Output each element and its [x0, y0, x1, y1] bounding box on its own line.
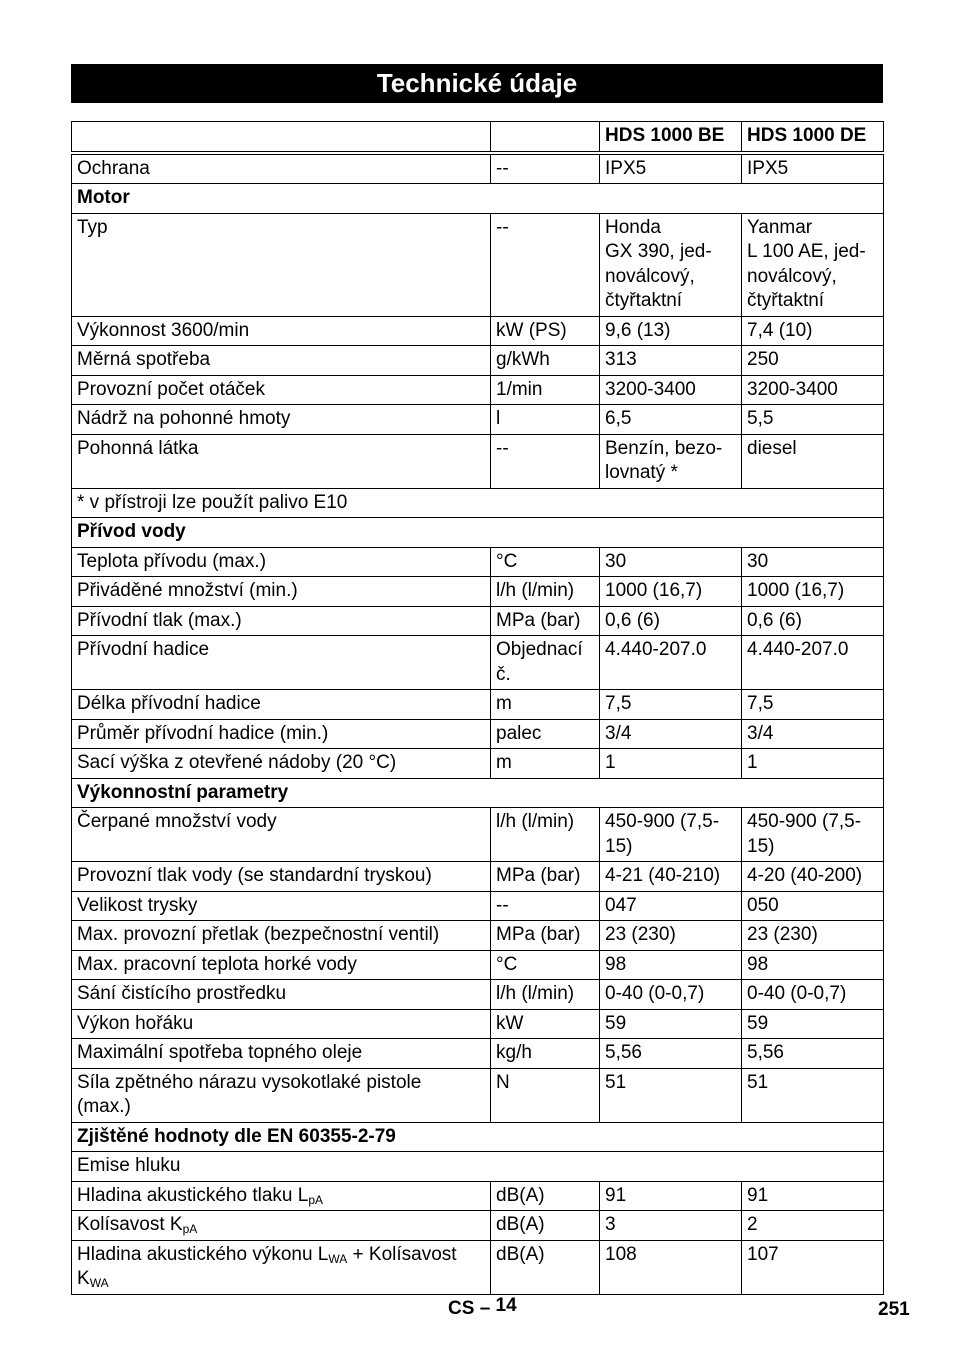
parameter-label: Sání čistícího prostředku	[72, 980, 491, 1010]
table-row	[72, 808, 884, 862]
parameter-label: Max. provozní přetlak (bezpečnostní ventil)	[72, 921, 491, 951]
value-model-b: 0,6 (6)	[742, 606, 884, 636]
parameter-label: Hladina akustického výkonu $L_{WA}$ + Kolísavost $K_{WA}$	[72, 1240, 491, 1294]
parameter-unit: g/kWh	[491, 346, 600, 376]
section-row	[72, 1122, 884, 1152]
parameter-unit: l	[491, 405, 600, 435]
parameter-unit: m	[491, 690, 600, 720]
table-row	[72, 891, 884, 921]
parameter-unit: m	[491, 749, 600, 779]
value-model-b: 250	[742, 346, 884, 376]
value-model-a: Benzín, bezo- lovnatý *	[600, 434, 742, 488]
table-row	[72, 1009, 884, 1039]
table-row	[72, 1181, 884, 1211]
value-model-b: 2	[742, 1211, 884, 1241]
parameter-label: Sací výška z otevřené nádoby (20 °C)	[72, 749, 491, 779]
footer-lang: CS	[448, 1298, 475, 1319]
parameter-unit: --	[491, 891, 600, 921]
header-unit-cell	[491, 122, 600, 153]
value-model-b: 450-900 (7,5- 15)	[742, 808, 884, 862]
parameter-unit: kg/h	[491, 1039, 600, 1069]
parameter-unit: kW (PS)	[491, 316, 600, 346]
parameter-label: Přívodní hadice	[72, 636, 491, 690]
parameter-label: Průměr přívodní hadice (min.)	[72, 719, 491, 749]
value-model-a: 1	[600, 749, 742, 779]
value-model-b: IPX5	[742, 153, 884, 184]
value-model-b: diesel	[742, 434, 884, 488]
table-row	[72, 1240, 884, 1294]
value-model-a: 91	[600, 1181, 742, 1211]
parameter-label: Měrná spotřeba	[72, 346, 491, 376]
parameter-unit: MPa (bar)	[491, 921, 600, 951]
value-model-a: 450-900 (7,5- 15)	[600, 808, 742, 862]
value-model-a: Honda GX 390, jed- noválcový, čtyřtaktní	[600, 213, 742, 316]
parameter-label: Provozní počet otáček	[72, 375, 491, 405]
footer-page-number: 251	[878, 1299, 910, 1320]
table-row	[72, 577, 884, 607]
parameter-label: Max. pracovní teplota horké vody	[72, 950, 491, 980]
parameter-label: Čerpané množství vody	[72, 808, 491, 862]
section-heading: Motor	[72, 184, 884, 214]
parameter-unit: --	[491, 153, 600, 184]
parameter-label: Výkonnost 3600/min	[72, 316, 491, 346]
parameter-unit: palec	[491, 719, 600, 749]
table-row	[72, 862, 884, 892]
value-model-a: 59	[600, 1009, 742, 1039]
value-model-b: 1	[742, 749, 884, 779]
value-model-a: 047	[600, 891, 742, 921]
footer-section-page: 14	[495, 1295, 517, 1316]
parameter-label: Teplota přívodu (max.)	[72, 547, 491, 577]
parameter-unit: °C	[491, 950, 600, 980]
parameter-unit: --	[491, 213, 600, 316]
value-model-b: 30	[742, 547, 884, 577]
value-model-b: 7,5	[742, 690, 884, 720]
parameter-label: Délka přívodní hadice	[72, 690, 491, 720]
section-heading: Přívod vody	[72, 518, 884, 548]
footer-dash: –	[479, 1298, 491, 1319]
page-title: Technické údaje	[71, 64, 883, 103]
parameter-unit: l/h (l/min)	[491, 808, 600, 862]
value-model-b: 5,5	[742, 405, 884, 435]
section-row	[72, 778, 884, 808]
table-row	[72, 690, 884, 720]
parameter-label: Přívodní tlak (max.)	[72, 606, 491, 636]
table-row	[72, 606, 884, 636]
table-row	[72, 950, 884, 980]
value-model-b: 050	[742, 891, 884, 921]
table-row	[72, 405, 884, 435]
parameter-unit: 1/min	[491, 375, 600, 405]
table-row	[72, 434, 884, 488]
parameter-label: Výkon hořáku	[72, 1009, 491, 1039]
value-model-b: 1000 (16,7)	[742, 577, 884, 607]
value-model-a: 23 (230)	[600, 921, 742, 951]
value-model-b: 91	[742, 1181, 884, 1211]
table-row	[72, 719, 884, 749]
value-model-a: 313	[600, 346, 742, 376]
table-row	[72, 1211, 884, 1241]
note-row	[72, 488, 884, 518]
parameter-unit: Objednací č.	[491, 636, 600, 690]
table-row	[72, 346, 884, 376]
value-model-a: 3	[600, 1211, 742, 1241]
parameter-label: Ochrana	[72, 153, 491, 184]
header-label-cell	[72, 122, 491, 153]
value-model-a: 0-40 (0-0,7)	[600, 980, 742, 1010]
table-header-row	[72, 122, 884, 153]
parameter-unit: N	[491, 1068, 600, 1122]
value-model-a: 6,5	[600, 405, 742, 435]
section-heading: Výkonnostní parametry	[72, 778, 884, 808]
table-row	[72, 1068, 884, 1122]
parameter-label: Velikost trysky	[72, 891, 491, 921]
table-row	[72, 980, 884, 1010]
value-model-a: 5,56	[600, 1039, 742, 1069]
parameter-label: Typ	[72, 213, 491, 316]
parameter-unit: MPa (bar)	[491, 606, 600, 636]
table-row	[72, 749, 884, 779]
note-text: Emise hluku	[72, 1152, 884, 1182]
value-model-a: 7,5	[600, 690, 742, 720]
table-row	[72, 921, 884, 951]
table-row	[72, 375, 884, 405]
value-model-a: 9,6 (13)	[600, 316, 742, 346]
value-model-b: 4-20 (40-200)	[742, 862, 884, 892]
footer-section-label	[448, 1295, 517, 1320]
parameter-unit: MPa (bar)	[491, 862, 600, 892]
table-row	[72, 316, 884, 346]
section-row	[72, 518, 884, 548]
parameter-unit: dB(A)	[491, 1211, 600, 1241]
section-row	[72, 184, 884, 214]
table-row	[72, 213, 884, 316]
value-model-a: 108	[600, 1240, 742, 1294]
value-model-a: 98	[600, 950, 742, 980]
value-model-b: Yanmar L 100 AE, jed- noválcový, čtyřtaktní	[742, 213, 884, 316]
parameter-unit: l/h (l/min)	[491, 980, 600, 1010]
table-row	[72, 1039, 884, 1069]
parameter-unit: kW	[491, 1009, 600, 1039]
parameter-label: Pohonná látka	[72, 434, 491, 488]
value-model-b: 3200-3400	[742, 375, 884, 405]
value-model-b: 107	[742, 1240, 884, 1294]
value-model-b: 0-40 (0-0,7)	[742, 980, 884, 1010]
parameter-label: Nádrž na pohonné hmoty	[72, 405, 491, 435]
parameter-label: Hladina akustického tlaku $L_{pA}$	[72, 1181, 491, 1211]
value-model-b: 59	[742, 1009, 884, 1039]
value-model-a: 1000 (16,7)	[600, 577, 742, 607]
parameter-unit: --	[491, 434, 600, 488]
section-heading: Zjištěné hodnoty dle EN 60355-2-79	[72, 1122, 884, 1152]
value-model-b: 7,4 (10)	[742, 316, 884, 346]
technical-data-table	[71, 121, 884, 1295]
parameter-unit: dB(A)	[491, 1240, 600, 1294]
parameter-unit: °C	[491, 547, 600, 577]
parameter-unit: dB(A)	[491, 1181, 600, 1211]
value-model-a: 4-21 (40-210)	[600, 862, 742, 892]
table-row	[72, 547, 884, 577]
table-row	[72, 636, 884, 690]
parameter-label: Kolísavost $K_{pA}$	[72, 1211, 491, 1241]
value-model-a: 51	[600, 1068, 742, 1122]
value-model-b: 4.440-207.0	[742, 636, 884, 690]
parameter-label: Provozní tlak vody (se standardní tryskou)	[72, 862, 491, 892]
note-text: * v přístroji lze použít palivo E10	[72, 488, 884, 518]
parameter-unit: l/h (l/min)	[491, 577, 600, 607]
parameter-label: Síla zpětného nárazu vysokotlaké pistole (max.)	[72, 1068, 491, 1122]
value-model-a: 4.440-207.0	[600, 636, 742, 690]
value-model-a: IPX5	[600, 153, 742, 184]
header-model-a: HDS 1000 BE	[600, 122, 742, 153]
note-row	[72, 1152, 884, 1182]
value-model-a: 0,6 (6)	[600, 606, 742, 636]
value-model-a: 3200-3400	[600, 375, 742, 405]
value-model-b: 23 (230)	[742, 921, 884, 951]
value-model-b: 5,56	[742, 1039, 884, 1069]
value-model-a: 30	[600, 547, 742, 577]
parameter-label: Přiváděné množství (min.)	[72, 577, 491, 607]
value-model-a: 3/4	[600, 719, 742, 749]
value-model-b: 51	[742, 1068, 884, 1122]
value-model-b: 98	[742, 950, 884, 980]
table-row	[72, 153, 884, 184]
value-model-b: 3/4	[742, 719, 884, 749]
parameter-label: Maximální spotřeba topného oleje	[72, 1039, 491, 1069]
header-model-b: HDS 1000 DE	[742, 122, 884, 153]
